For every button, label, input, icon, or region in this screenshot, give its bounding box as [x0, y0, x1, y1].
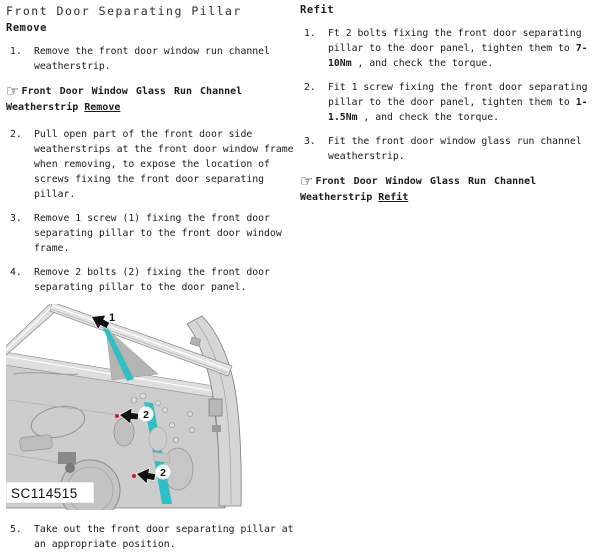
- step-text-pre: Fit 1 screw fixing the front door separating pillar to the door panel, tighten them to: [328, 82, 588, 108]
- remove-heading: Remove: [6, 22, 47, 34]
- remove-step-1: [6, 44, 294, 74]
- step-text-post: , and check the torque.: [357, 112, 500, 123]
- step-number: 3.: [304, 136, 316, 147]
- step-text: [328, 26, 588, 71]
- door-illustration-figure: [6, 304, 294, 510]
- step-number: 2.: [10, 129, 22, 140]
- xref-link-remove[interactable]: Remove: [84, 102, 121, 113]
- step-number: 1.: [10, 46, 22, 57]
- callout-2b-label: 2: [160, 467, 166, 479]
- torque-value: 7-10Nm: [328, 43, 588, 69]
- figure-id-label: SC114515: [11, 486, 78, 501]
- door-illustration: [6, 304, 294, 510]
- left-column: [6, 4, 294, 554]
- remove-step-2: [6, 127, 294, 202]
- pointing-hand-icon: ☞: [6, 82, 20, 100]
- step-text: Take out the front door separating pillar at an appropriate position.: [34, 524, 294, 550]
- step-number: 3.: [10, 213, 22, 224]
- refit-heading: Refit: [300, 4, 335, 16]
- remove-step-5: [6, 522, 294, 552]
- step-number: 5.: [10, 524, 22, 535]
- xref-text: Front Door Window Glass Run Channel Weatherstrip: [300, 176, 537, 203]
- step-text-pre: Fit the front door window glass run channel weatherstrip.: [328, 136, 582, 162]
- remove-step-3: [6, 211, 294, 256]
- callout-1-label: 1: [109, 312, 116, 324]
- step-text: Remove the front door window run channel weatherstrip.: [34, 46, 270, 72]
- page-title: Front Door Separating Pillar: [6, 4, 242, 18]
- refit-step-1: [300, 26, 596, 71]
- step-number: 4.: [10, 267, 22, 278]
- xref-refit: [300, 173, 596, 206]
- refit-step-2: [300, 80, 596, 125]
- figure-id-box: [6, 482, 94, 503]
- step-text: Remove 2 bolts (2) fixing the front door separating pillar to the door panel.: [34, 267, 270, 293]
- step-text: Remove 1 screw (1) fixing the front door separating pillar to the front door window frame.: [34, 213, 282, 254]
- step-number: 1.: [304, 28, 316, 39]
- step-text-pre: Ft 2 bolts fixing the front door separating pillar to the door panel, tighten them to: [328, 28, 582, 54]
- pointing-hand-icon: ☞: [300, 172, 314, 190]
- step-text: [328, 134, 588, 164]
- step-text: Pull open part of the front door side weatherstrips at the front door window frame when removing, to expose the location of screws fixing the front door separating pillar.: [34, 129, 294, 200]
- step-text: [328, 80, 588, 125]
- callout-2a-label: 2: [143, 409, 149, 421]
- xref-link-refit[interactable]: Refit: [378, 192, 409, 203]
- right-column: [300, 4, 596, 217]
- step-number: 2.: [304, 82, 316, 93]
- remove-step-4: [6, 265, 294, 295]
- torque-value: 1-1.5Nm: [328, 97, 588, 123]
- xref-remove: [6, 83, 294, 116]
- refit-step-3: [300, 134, 596, 164]
- xref-text: Front Door Window Glass Run Channel Weatherstrip: [6, 86, 243, 113]
- step-text-post: , and check the torque.: [351, 58, 494, 69]
